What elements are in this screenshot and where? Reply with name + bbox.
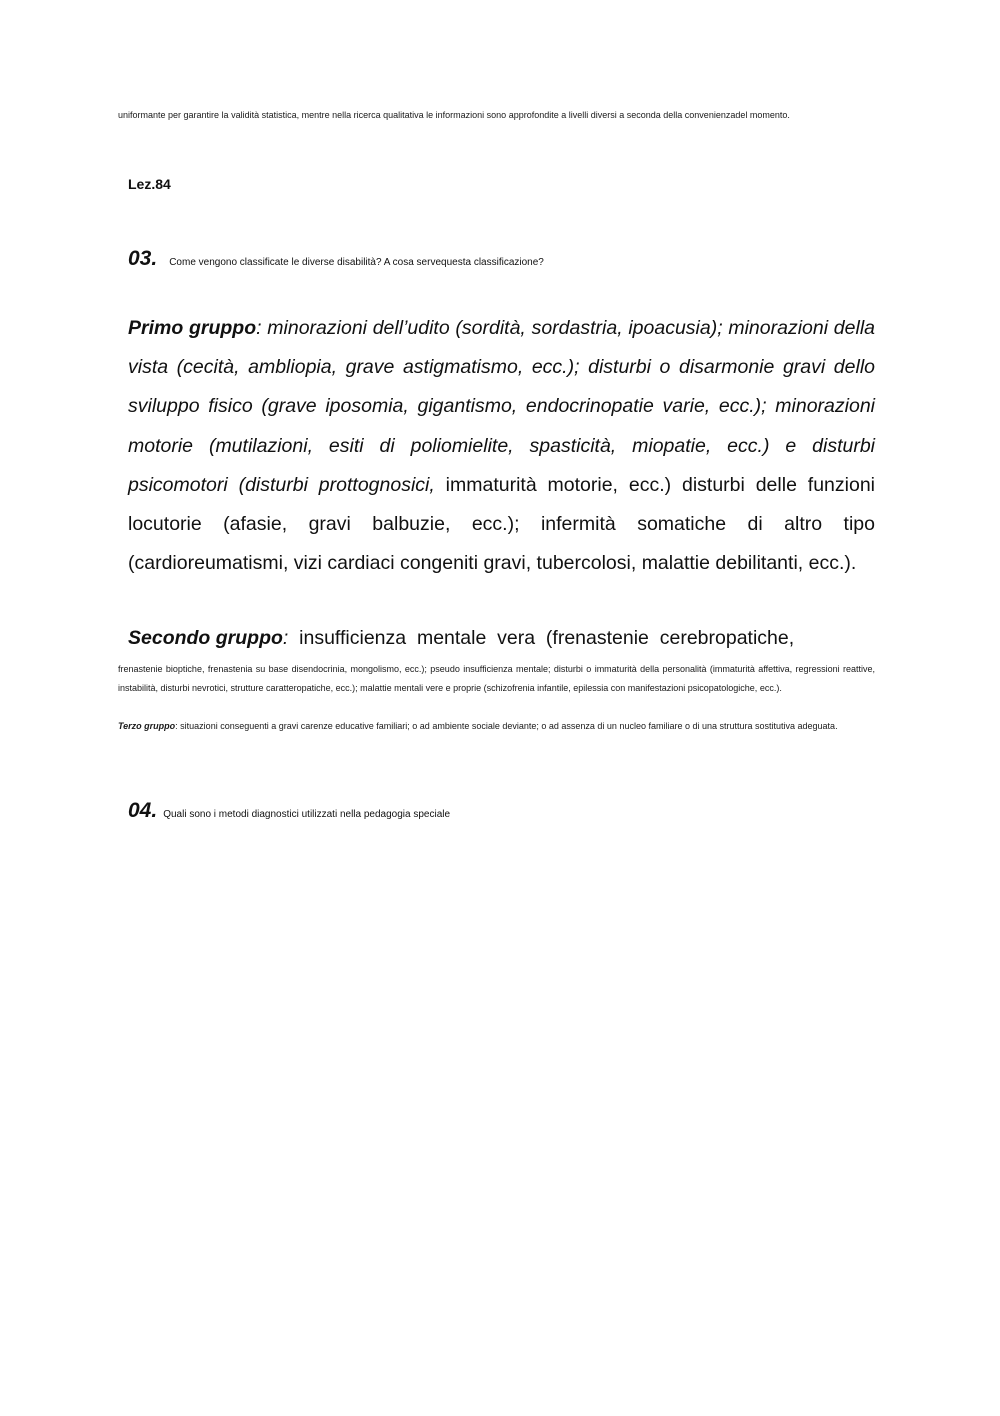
first-group-italic-text: : minorazioni dell’udito (sordità, sordastria, ipoacusia); minorazioni della vista (cecità, ambliopia, grave astigmatismo, ecc.); disturbi o disarmonie gravi dello sviluppo fisico (grave iposomia, gigantismo, endocrinopatie varie, ecc.); minorazioni motorie (mutilazioni, esiti di poliomielite, spasticità, miopatie, ecc.) e disturbi psicomotori (disturbi prottognosici, [128,317,875,496]
third-group-label: Terzo gruppo [118,721,176,731]
second-group-line [128,622,828,654]
first-group-regular-text: immaturità motorie, ecc.) disturbi delle funzioni locutorie (afasie, gravi balbuzie, ecc.); infermità somatiche di altro tipo (cardioreumatismi, vizi cardiaci congeniti gravi, tubercolosi, malattie debilitanti, ecc.). [128,473,875,575]
intro-line: uniformante per garantire la validità statistica, mentre nella ricerca qualitativa le informazioni sono approfondite a livelli diversi a seconda della convenienzadel momento. [118,110,790,120]
third-group-paragraph [118,717,875,736]
lesson-label: Lez.84 [128,176,171,192]
question-text: Come vengono classificate le diverse disabilità? A cosa servequesta classificazione? [169,257,544,268]
first-group-label: Primo gruppo [128,317,257,339]
question-number: 04. [128,799,158,822]
question-number: 03. [128,247,158,270]
third-group-text: : situazioni conseguenti a gravi carenze educative familiari; o ad ambiente sociale deviante; o ad assenza di un nucleo familiare o di una struttura sostitutiva adeguata. [175,721,838,731]
question-04 [128,799,450,823]
question-03 [128,247,544,271]
first-group-paragraph [128,309,875,583]
second-group-label: Secondo gruppo [128,627,283,649]
second-group-text: insufficienza mentale vera (frenastenie cerebropatiche, [288,627,795,649]
second-group-colon: : [282,627,289,649]
question-text: Quali sono i metodi diagnostici utilizzati nella pedagogia speciale [163,809,451,820]
second-group-continuation: frenastenie bioptiche, frenastenia su base disendocrinia, mongolismo, ecc.); pseudo insufficienza mentale; disturbi o immaturità della personalità (immaturità affettiva, regressioni reattive, instabilità, disturbi nevrotici, strutture caratteropatiche, ecc.); malattie mentali vere e proprie (schizofrenia infantile, epilessia con manifestazioni psicopatologiche, ecc.). [118,664,875,693]
